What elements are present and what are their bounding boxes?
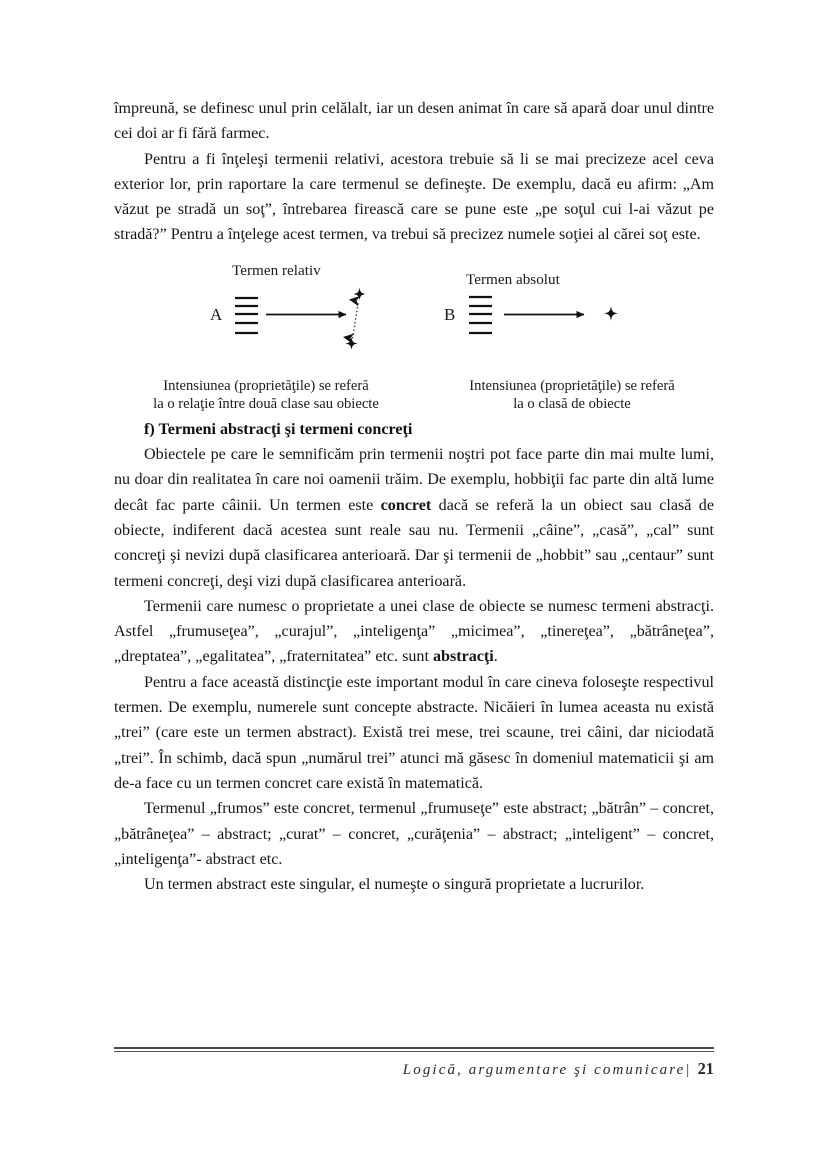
footer-rule-bottom <box>114 1051 714 1052</box>
right-class-bars <box>469 297 492 333</box>
figure-right-caption-line1: Intensiunea (proprietăţile) se referă <box>469 377 675 394</box>
star-icon-top-left-group <box>353 287 365 300</box>
figure-diagram <box>114 287 714 379</box>
star-icon-right-group <box>604 306 618 321</box>
figure-right-title: Termen absolut <box>466 270 560 288</box>
footer-book-title: Logică, argumentare şi comunicare| <box>402 1061 692 1078</box>
paragraph-7: Un termen abstract este singular, el numeşte o singură proprietate a lucrurilor. <box>144 876 645 894</box>
figure-relative-vs-absolute-term <box>114 261 714 413</box>
emphasis-term: abstracţi <box>432 648 494 666</box>
footer-page-number: 21 <box>697 1058 714 1078</box>
figure-left-caption-line1: Intensiunea (proprietăţile) se referă <box>163 377 369 394</box>
figure-label-a: A <box>210 304 223 324</box>
star-icon-bottom-left-group <box>345 337 357 350</box>
emphasis-term: concret <box>380 496 432 514</box>
figure-right-caption <box>430 377 714 414</box>
page-footer <box>114 1047 714 1079</box>
figure-left-title: Termen relativ <box>232 261 321 279</box>
figure-left-caption <box>116 377 416 414</box>
paragraph-3: Obiectele pe care le semnificăm prin termenii noştri pot face parte din mai multe lumi, nu doar din realitatea în care noi oamenii trăim. De exemplu, hobbiţii fac parte din altă lume decât fac parte câinii. Un termen este concret dacă se referă la un obiect sau clasă de obiecte, indiferent dacă acestea sunt reale sau nu. Termenii „câine”, „casă”, „cal” sunt concreţi şi nevizi după clasificarea anterioară. Dar şi termenii de „hobbit” sau „centaur” sunt termeni concreţi, deşi vizi după clasificarea anterioară. <box>114 446 714 590</box>
section-heading-f: f) Termeni abstracţi şi termeni concreţi <box>144 420 413 438</box>
paragraph-5: Pentru a face această distincţie este important modul în care cineva foloseşte respectivul termen. De exemplu, numerele sunt concepte abstracte. Nicăieri în lumea aceasta nu există „trei” (care este un termen abstract). Există trei mese, trei scaune, trei câini, dar niciodată „trei”. În schimb, dacă spun „numărul trei” atunci mă găsesc în domeniul matematicii şi am de-a face cu un termen concret care există în matematică. <box>114 673 714 792</box>
paragraph-6: Termenul „frumos” este concret, termenul „frumuseţe” este abstract; „bătrân” – concret, „bătrâneţea” – abstract; „curat” – concret, „curăţenia” – abstract; „inteligent” – concret, „inteligenţa”- abstract etc. <box>114 800 714 868</box>
footer-line <box>114 1059 714 1079</box>
paragraph-4: Termenii care numesc o proprietate a unei clase de obiecte se numesc termeni abstracţi. Astfel „frumuseţea”, „curajul”, „inteligenţa” „micimea”, „tinereţea”, „bătrâneţea”, „dreptatea”, „egalitatea”, „fraternitatea” etc. sunt abstracţi. <box>114 597 714 666</box>
left-class-bars <box>235 298 258 333</box>
page-content <box>114 96 714 897</box>
left-vertical-relation-arrow <box>353 301 359 339</box>
paragraph-2: Pentru a fi înţeleşi termenii relativi, acestora trebuie să li se mai precizeze acel ceva exterior lor, prin raportare la care termenul se defineşte. De exemplu, dacă eu afirm: „Am văzut pe stradă un soţ”, întrebarea firească care se pune este „pe soţul cui l-ai văzut pe stradă?” Pentru a înţelege acest termen, va trebui să precizez numele soţiei al cărei soţ este. <box>114 150 714 244</box>
figure-label-b: B <box>444 304 456 324</box>
paragraph-1: împreună, se definesc unul prin celălalt, iar un desen animat în care să apară doar unul dintre cei doi ar fi fără farmec. <box>114 100 714 143</box>
figure-right-caption-line2: la o clasă de obiecte <box>513 396 631 413</box>
figure-left-caption-line2: la o relaţie între două clase sau obiecte <box>153 396 379 413</box>
